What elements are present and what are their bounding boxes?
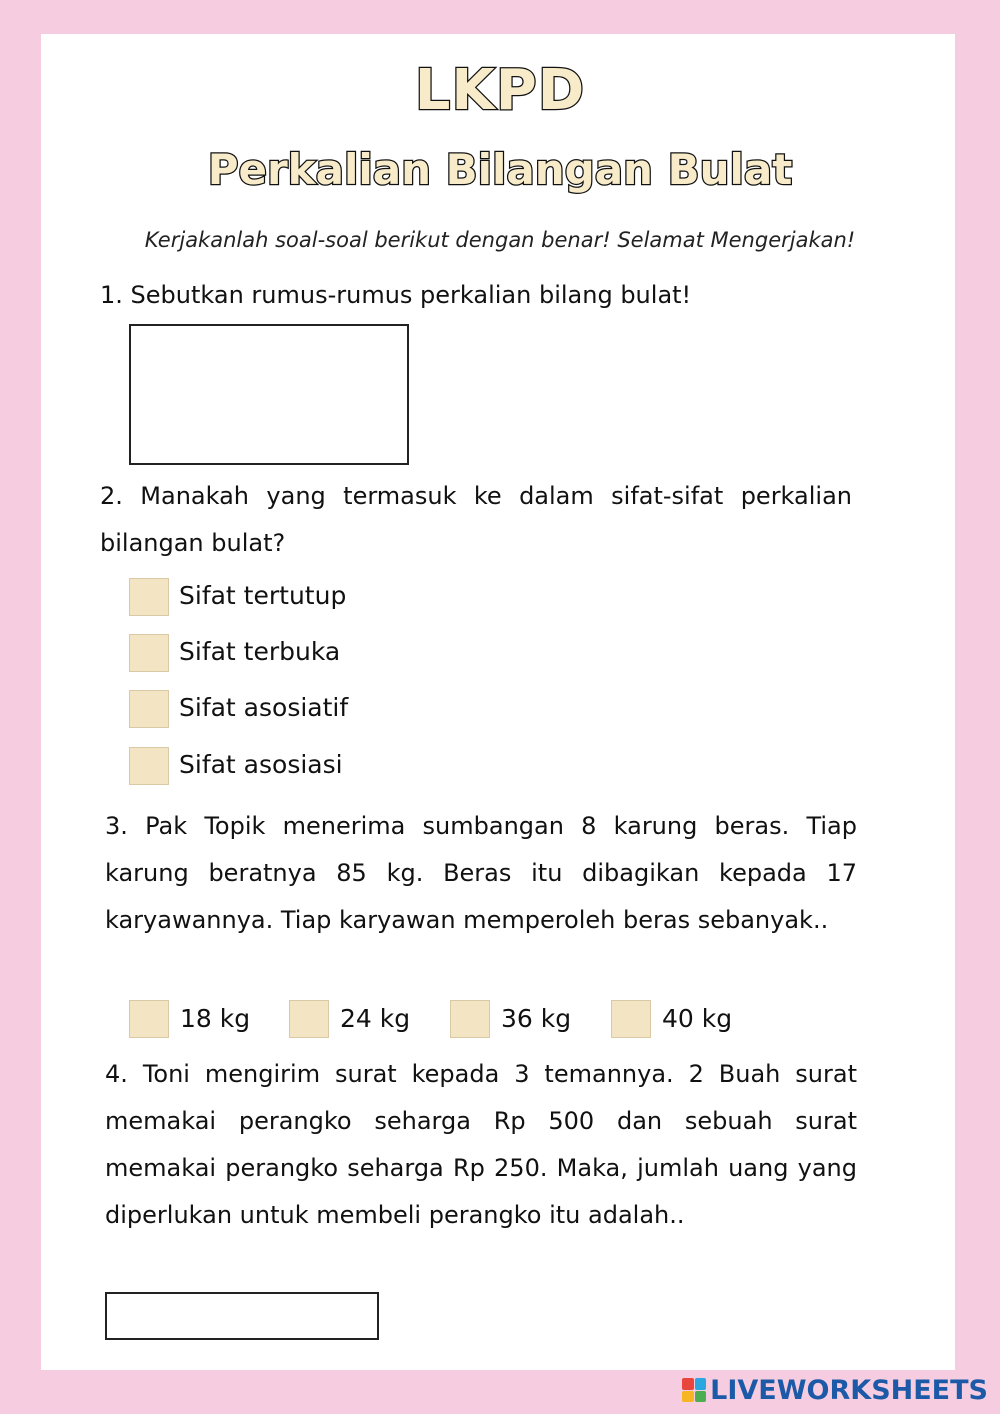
question-4-answer-box[interactable] — [105, 1292, 379, 1340]
q2-option-3-checkbox[interactable] — [129, 690, 169, 728]
q3-option-3-label: 36 kg — [501, 1004, 572, 1033]
instruction-text: Kerjakanlah soal-soal berikut dengan benar! Selamat Mengerjakan! — [144, 228, 856, 252]
logo-square-yellow — [682, 1391, 694, 1403]
liveworksheets-logo-icon — [682, 1378, 706, 1402]
q3-option-4-label: 40 kg — [662, 1004, 733, 1033]
q2-option-1-label: Sifat tertutup — [179, 581, 347, 610]
q3-option-2-checkbox[interactable] — [289, 1000, 329, 1038]
question-2-text: 2. Manakah yang termasuk ke dalam sifat-sifat perkalian bilangan bulat? — [100, 482, 852, 557]
q3-option-1-label: 18 kg — [180, 1004, 251, 1033]
q3-option-3-checkbox[interactable] — [450, 1000, 490, 1038]
q2-option-2-label: Sifat terbuka — [179, 637, 341, 666]
question-4-text: 4. Toni mengirim surat kepada 3 temannya. 2 Buah surat memakai perangko seharga Rp 500 dan sebuah surat memakai perangko seharga Rp 250. Maka, jumlah uang yang diperlukan untuk membeli perangko itu adalah.. — [105, 1060, 857, 1229]
q3-option-4-checkbox[interactable] — [611, 1000, 651, 1038]
q2-option-2-checkbox[interactable] — [129, 634, 169, 672]
q2-option-4-label: Sifat asosiasi — [179, 750, 343, 779]
q2-option-1-checkbox[interactable] — [129, 578, 169, 616]
logo-square-blue — [695, 1378, 707, 1390]
page-title: LKPD — [414, 58, 586, 123]
page-subtitle: Perkalian Bilangan Bulat — [207, 145, 793, 194]
question-1-text: 1. Sebutkan rumus-rumus perkalian bilang bulat! — [100, 281, 692, 309]
brand-name: LIVEWORKSHEETS — [710, 1374, 988, 1406]
logo-square-green — [695, 1391, 707, 1403]
q2-option-3-label: Sifat asosiatif — [179, 693, 349, 722]
q3-option-1-checkbox[interactable] — [129, 1000, 169, 1038]
q2-option-4-checkbox[interactable] — [129, 747, 169, 785]
question-3-text: 3. Pak Topik menerima sumbangan 8 karung beras. Tiap karung beratnya 85 kg. Beras itu dibagikan kepada 17 karyawannya. Tiap karyawan memperoleh beras sebanyak.. — [105, 812, 857, 934]
question-1-answer-box[interactable] — [129, 324, 409, 465]
q3-option-2-label: 24 kg — [340, 1004, 411, 1033]
logo-square-red — [682, 1378, 694, 1390]
liveworksheets-brand — [682, 1374, 988, 1406]
